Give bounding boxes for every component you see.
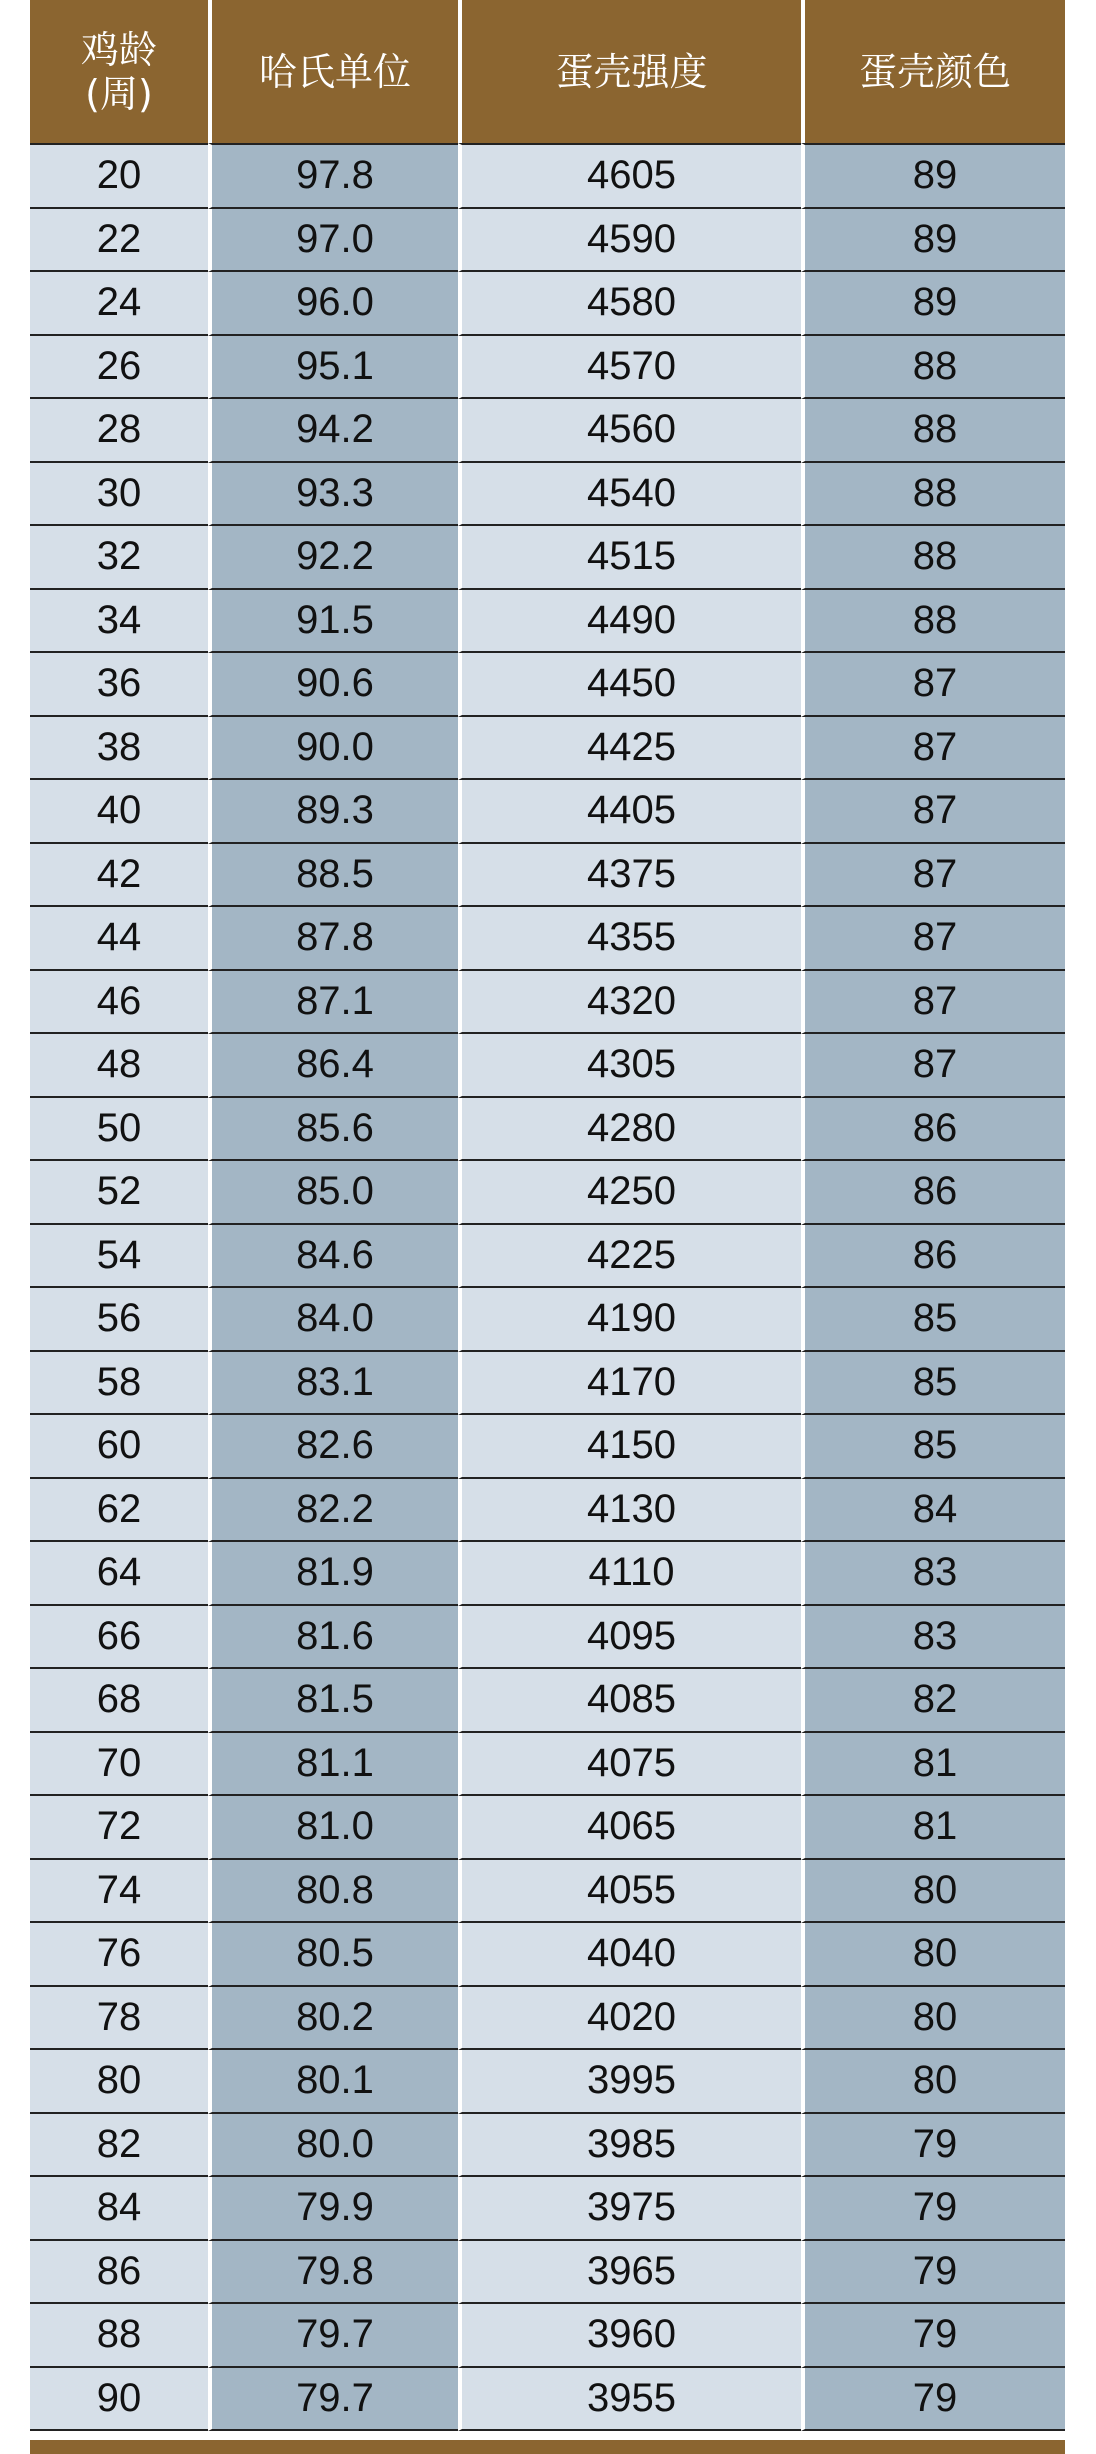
table-row [30, 2177, 1065, 2241]
cell-shell-color: 79 [801, 2241, 1065, 2305]
column-header-text: 鸡龄 [80, 27, 157, 72]
cell-haugh-unit: 83.1 [208, 1352, 458, 1416]
cell-age-weeks: 72 [30, 1796, 208, 1860]
cell-age-weeks: 44 [30, 907, 208, 971]
cell-shell-strength: 4110 [458, 1542, 801, 1606]
cell-shell-strength: 4590 [458, 209, 801, 273]
cell-haugh-unit: 81.1 [208, 1733, 458, 1797]
cell-haugh-unit: 82.2 [208, 1479, 458, 1543]
cell-shell-color: 89 [801, 272, 1065, 336]
table-bottom-bar [30, 2440, 1065, 2454]
column-header-shell-strength [458, 0, 801, 143]
cell-age-weeks: 48 [30, 1034, 208, 1098]
table-row [30, 1479, 1065, 1543]
header-row [30, 0, 1065, 143]
table-row [30, 2241, 1065, 2305]
table-row [30, 2114, 1065, 2178]
cell-haugh-unit: 82.6 [208, 1415, 458, 1479]
cell-shell-color: 87 [801, 653, 1065, 717]
cell-shell-strength: 4355 [458, 907, 801, 971]
cell-haugh-unit: 97.0 [208, 209, 458, 273]
cell-shell-color: 88 [801, 526, 1065, 590]
cell-shell-color: 79 [801, 2368, 1065, 2432]
cell-age-weeks: 42 [30, 844, 208, 908]
cell-haugh-unit: 80.5 [208, 1923, 458, 1987]
cell-shell-color: 79 [801, 2177, 1065, 2241]
column-header-haugh-unit [208, 0, 458, 143]
cell-haugh-unit: 89.3 [208, 780, 458, 844]
table-row [30, 2050, 1065, 2114]
cell-haugh-unit: 81.0 [208, 1796, 458, 1860]
cell-shell-strength: 4405 [458, 780, 801, 844]
cell-age-weeks: 34 [30, 590, 208, 654]
cell-shell-color: 89 [801, 209, 1065, 273]
cell-shell-color: 88 [801, 336, 1065, 400]
cell-haugh-unit: 93.3 [208, 463, 458, 527]
cell-haugh-unit: 85.0 [208, 1161, 458, 1225]
table-header [30, 0, 1065, 143]
cell-haugh-unit: 79.8 [208, 2241, 458, 2305]
cell-shell-color: 81 [801, 1796, 1065, 1860]
cell-age-weeks: 54 [30, 1225, 208, 1289]
cell-shell-color: 87 [801, 717, 1065, 781]
column-header-text: 蛋壳强度 [555, 49, 708, 94]
cell-age-weeks: 24 [30, 272, 208, 336]
cell-haugh-unit: 90.0 [208, 717, 458, 781]
cell-shell-color: 86 [801, 1161, 1065, 1225]
cell-haugh-unit: 80.2 [208, 1987, 458, 2051]
cell-shell-color: 86 [801, 1098, 1065, 1162]
cell-age-weeks: 52 [30, 1161, 208, 1225]
table-row [30, 1923, 1065, 1987]
cell-shell-strength: 3985 [458, 2114, 801, 2178]
table-row [30, 590, 1065, 654]
cell-shell-color: 88 [801, 463, 1065, 527]
column-header-shell-color [801, 0, 1065, 143]
cell-shell-strength: 4580 [458, 272, 801, 336]
cell-shell-strength: 4250 [458, 1161, 801, 1225]
cell-age-weeks: 40 [30, 780, 208, 844]
cell-shell-color: 85 [801, 1415, 1065, 1479]
cell-age-weeks: 80 [30, 2050, 208, 2114]
cell-shell-strength: 4540 [458, 463, 801, 527]
table-row [30, 2304, 1065, 2368]
table-row [30, 907, 1065, 971]
cell-haugh-unit: 87.1 [208, 971, 458, 1035]
cell-shell-color: 83 [801, 1606, 1065, 1670]
cell-age-weeks: 22 [30, 209, 208, 273]
cell-haugh-unit: 81.5 [208, 1669, 458, 1733]
cell-shell-strength: 3975 [458, 2177, 801, 2241]
cell-shell-strength: 4150 [458, 1415, 801, 1479]
column-header-text: 蛋壳颜色 [858, 49, 1011, 94]
cell-shell-strength: 3965 [458, 2241, 801, 2305]
cell-shell-color: 79 [801, 2114, 1065, 2178]
table-row [30, 1288, 1065, 1352]
table-row [30, 526, 1065, 590]
cell-shell-color: 88 [801, 399, 1065, 463]
table-row [30, 2368, 1065, 2432]
cell-shell-strength: 4320 [458, 971, 801, 1035]
table-row [30, 336, 1065, 400]
cell-shell-strength: 4605 [458, 143, 801, 209]
cell-age-weeks: 46 [30, 971, 208, 1035]
cell-haugh-unit: 97.8 [208, 143, 458, 209]
cell-shell-color: 85 [801, 1352, 1065, 1416]
cell-shell-strength: 4095 [458, 1606, 801, 1670]
table-row [30, 1161, 1065, 1225]
cell-age-weeks: 84 [30, 2177, 208, 2241]
cell-shell-color: 87 [801, 780, 1065, 844]
cell-shell-color: 86 [801, 1225, 1065, 1289]
cell-haugh-unit: 79.9 [208, 2177, 458, 2241]
column-header-text: (周) [85, 71, 153, 116]
table-row [30, 1733, 1065, 1797]
cell-age-weeks: 36 [30, 653, 208, 717]
cell-shell-color: 81 [801, 1733, 1065, 1797]
cell-shell-strength: 4130 [458, 1479, 801, 1543]
cell-shell-color: 85 [801, 1288, 1065, 1352]
cell-haugh-unit: 84.0 [208, 1288, 458, 1352]
cell-shell-color: 80 [801, 1987, 1065, 2051]
table-row [30, 1796, 1065, 1860]
cell-haugh-unit: 95.1 [208, 336, 458, 400]
cell-age-weeks: 86 [30, 2241, 208, 2305]
table-row [30, 1987, 1065, 2051]
table-row [30, 209, 1065, 273]
cell-shell-color: 84 [801, 1479, 1065, 1543]
cell-age-weeks: 70 [30, 1733, 208, 1797]
egg-quality-table [30, 0, 1065, 2431]
cell-shell-strength: 3960 [458, 2304, 801, 2368]
table-row [30, 780, 1065, 844]
cell-shell-color: 87 [801, 844, 1065, 908]
cell-shell-color: 87 [801, 971, 1065, 1035]
cell-shell-color: 80 [801, 1923, 1065, 1987]
cell-age-weeks: 50 [30, 1098, 208, 1162]
cell-age-weeks: 68 [30, 1669, 208, 1733]
cell-shell-strength: 4225 [458, 1225, 801, 1289]
cell-shell-color: 87 [801, 1034, 1065, 1098]
cell-age-weeks: 20 [30, 143, 208, 209]
cell-shell-strength: 4425 [458, 717, 801, 781]
cell-haugh-unit: 96.0 [208, 272, 458, 336]
table-row [30, 1860, 1065, 1924]
cell-age-weeks: 74 [30, 1860, 208, 1924]
column-header-age [30, 0, 208, 143]
cell-haugh-unit: 92.2 [208, 526, 458, 590]
cell-age-weeks: 66 [30, 1606, 208, 1670]
cell-haugh-unit: 86.4 [208, 1034, 458, 1098]
cell-shell-strength: 3955 [458, 2368, 801, 2432]
cell-shell-color: 88 [801, 590, 1065, 654]
cell-age-weeks: 64 [30, 1542, 208, 1606]
cell-shell-color: 87 [801, 907, 1065, 971]
cell-shell-strength: 4055 [458, 1860, 801, 1924]
cell-shell-color: 83 [801, 1542, 1065, 1606]
cell-shell-strength: 4075 [458, 1733, 801, 1797]
cell-haugh-unit: 80.8 [208, 1860, 458, 1924]
cell-shell-strength: 4085 [458, 1669, 801, 1733]
cell-shell-strength: 4065 [458, 1796, 801, 1860]
cell-haugh-unit: 94.2 [208, 399, 458, 463]
cell-shell-strength: 4280 [458, 1098, 801, 1162]
cell-age-weeks: 32 [30, 526, 208, 590]
table-row [30, 463, 1065, 527]
cell-age-weeks: 26 [30, 336, 208, 400]
cell-haugh-unit: 84.6 [208, 1225, 458, 1289]
table-row [30, 1606, 1065, 1670]
cell-shell-strength: 4515 [458, 526, 801, 590]
cell-shell-strength: 3995 [458, 2050, 801, 2114]
cell-shell-strength: 4490 [458, 590, 801, 654]
table-row [30, 1669, 1065, 1733]
table-row [30, 399, 1065, 463]
cell-shell-color: 89 [801, 143, 1065, 209]
cell-shell-strength: 4040 [458, 1923, 801, 1987]
cell-age-weeks: 58 [30, 1352, 208, 1416]
cell-shell-strength: 4570 [458, 336, 801, 400]
cell-age-weeks: 90 [30, 2368, 208, 2432]
table-row [30, 1415, 1065, 1479]
cell-shell-strength: 4375 [458, 844, 801, 908]
cell-haugh-unit: 91.5 [208, 590, 458, 654]
cell-haugh-unit: 81.6 [208, 1606, 458, 1670]
cell-shell-strength: 4190 [458, 1288, 801, 1352]
table-body [30, 143, 1065, 2431]
cell-age-weeks: 82 [30, 2114, 208, 2178]
cell-age-weeks: 62 [30, 1479, 208, 1543]
cell-age-weeks: 76 [30, 1923, 208, 1987]
cell-haugh-unit: 79.7 [208, 2304, 458, 2368]
cell-haugh-unit: 79.7 [208, 2368, 458, 2432]
cell-haugh-unit: 80.1 [208, 2050, 458, 2114]
cell-shell-strength: 4450 [458, 653, 801, 717]
cell-shell-color: 82 [801, 1669, 1065, 1733]
table-row [30, 1098, 1065, 1162]
cell-age-weeks: 78 [30, 1987, 208, 2051]
cell-haugh-unit: 90.6 [208, 653, 458, 717]
cell-age-weeks: 30 [30, 463, 208, 527]
cell-shell-strength: 4560 [458, 399, 801, 463]
table-row [30, 1542, 1065, 1606]
table-row [30, 653, 1065, 717]
table-row [30, 1225, 1065, 1289]
cell-shell-strength: 4020 [458, 1987, 801, 2051]
table-row [30, 143, 1065, 209]
cell-age-weeks: 88 [30, 2304, 208, 2368]
table-row [30, 844, 1065, 908]
cell-age-weeks: 38 [30, 717, 208, 781]
table-row [30, 1034, 1065, 1098]
table-row [30, 717, 1065, 781]
cell-haugh-unit: 85.6 [208, 1098, 458, 1162]
cell-age-weeks: 28 [30, 399, 208, 463]
cell-haugh-unit: 88.5 [208, 844, 458, 908]
cell-shell-color: 80 [801, 1860, 1065, 1924]
table-row [30, 1352, 1065, 1416]
cell-age-weeks: 60 [30, 1415, 208, 1479]
cell-haugh-unit: 87.8 [208, 907, 458, 971]
cell-shell-strength: 4305 [458, 1034, 801, 1098]
cell-shell-strength: 4170 [458, 1352, 801, 1416]
egg-quality-table-container [30, 0, 1065, 2454]
cell-haugh-unit: 81.9 [208, 1542, 458, 1606]
table-row [30, 272, 1065, 336]
cell-shell-color: 79 [801, 2304, 1065, 2368]
cell-haugh-unit: 80.0 [208, 2114, 458, 2178]
cell-age-weeks: 56 [30, 1288, 208, 1352]
table-row [30, 971, 1065, 1035]
column-header-text: 哈氏单位 [258, 49, 411, 94]
cell-shell-color: 80 [801, 2050, 1065, 2114]
